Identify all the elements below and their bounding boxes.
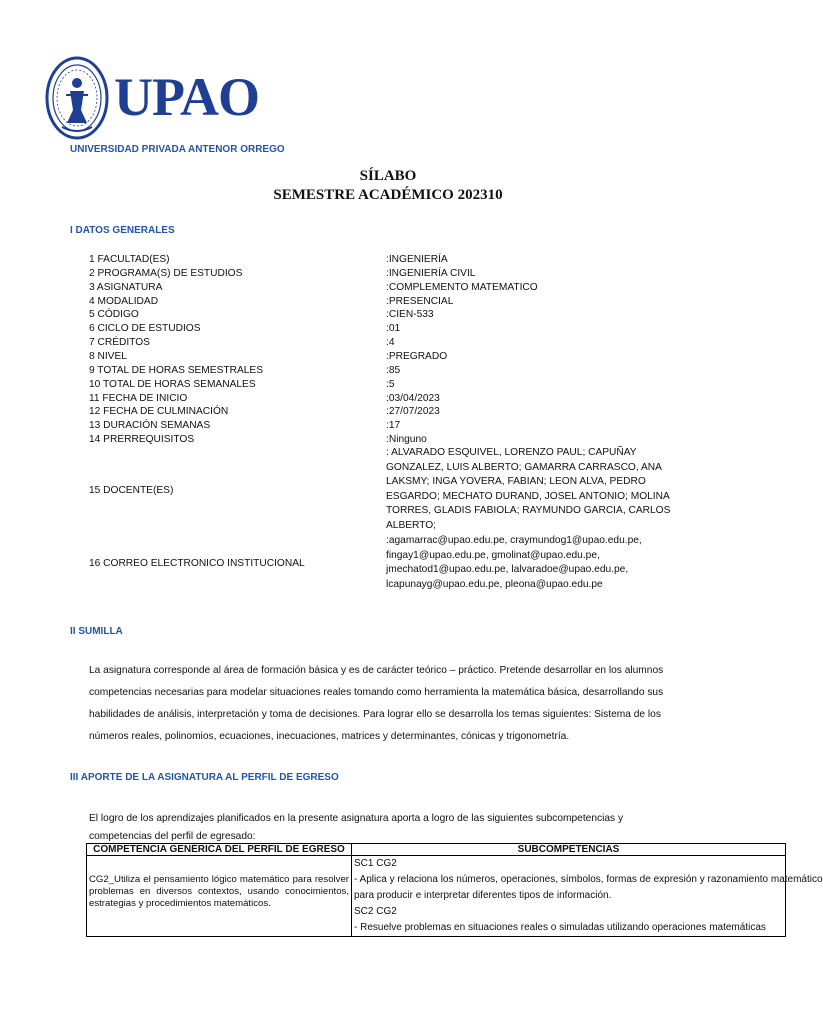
sumilla-paragraph xyxy=(89,660,789,748)
sumilla-line: La asignatura corresponde al área de formación básica y es de carácter teórico – práctico. Pretende desarrollar en los alumnos xyxy=(89,665,664,676)
docentes-line: ESGARDO; MECHATO DURAND, JOSEL ANTONIO; MOLINA xyxy=(386,490,670,502)
section-heading-sumilla: II SUMILLA xyxy=(70,626,123,637)
general-row-label: 9 TOTAL DE HORAS SEMESTRALES xyxy=(89,364,263,376)
general-row-value: :CIEN-533 xyxy=(386,309,434,321)
general-row-label: 6 CICLO DE ESTUDIOS xyxy=(89,323,201,335)
general-row-label: 13 DURACIÓN SEMANAS xyxy=(89,420,211,432)
general-row-value: :PRESENCIAL xyxy=(386,295,454,307)
logo-wordmark: UPAO xyxy=(114,67,259,127)
subcompetencia-line: - Resuelve problemas en situaciones reales o simuladas utilizando operaciones matemáticas xyxy=(354,922,766,933)
general-row-value: :INGENIERÍA xyxy=(386,254,448,265)
subcompetencia-line: para producir e interpretar diferentes tipos de información. xyxy=(354,890,612,901)
docentes-line: : ALVARADO ESQUIVEL, LORENZO PAUL; CAPUÑAY xyxy=(386,447,637,458)
docentes-line: LAKSMY; INGA YOVERA, FABIAN; LEON ALVA, PEDRO xyxy=(386,476,646,488)
docentes-line: GONZALEZ, LUIS ALBERTO; GAMARRA CARRASCO, ANA xyxy=(386,461,662,473)
subcompetencia-line: SC1 CG2 xyxy=(354,858,397,869)
aporte-intro-line: competencias del perfil de egresado: xyxy=(89,831,256,842)
general-row-value: :01 xyxy=(386,323,401,335)
general-row-value: :85 xyxy=(386,364,401,376)
general-row-label: 3 ASIGNATURA xyxy=(89,281,163,293)
docentes-line: ALBERTO; xyxy=(386,519,437,531)
general-row-label: 7 CRÉDITOS xyxy=(89,337,150,349)
general-row-label: 14 PRERREQUISITOS xyxy=(89,434,195,446)
sumilla-line: competencias necesarias para modelar situaciones reales tomando como herramienta la matemática básica, desarrollando sus xyxy=(89,687,664,698)
general-row-label: 11 FECHA DE INICIO xyxy=(89,392,188,404)
aporte-intro-line: El logro de los aprendizajes planificados en la presente asignatura aporta a logro de las siguientes subcompetencias y xyxy=(89,813,624,824)
general-row-value: :4 xyxy=(386,337,395,349)
document-subtitle: SEMESTRE ACADÉMICO 202310 xyxy=(273,187,503,203)
general-row-label: 2 PROGRAMA(S) DE ESTUDIOS xyxy=(89,267,243,279)
general-row-label: 12 FECHA DE CULMINACIÓN xyxy=(89,406,229,418)
university-name: UNIVERSIDAD PRIVADA ANTENOR ORREGO xyxy=(70,144,285,155)
correo-line: fingay1@upao.edu.pe, gmolinat@upao.edu.pe, xyxy=(386,549,600,561)
university-seal-icon xyxy=(44,55,110,141)
general-row-value: :INGENIERÍA CIVIL xyxy=(386,267,476,279)
docentes-value xyxy=(386,446,686,534)
section-heading-aporte: III APORTE DE LA ASIGNATURA AL PERFIL DE EGRESO xyxy=(70,772,339,783)
docentes-line: TORRES, GLADIS FABIOLA; RAYMUNDO GARCIA, CARLOS xyxy=(386,505,671,517)
correo-label: 16 CORREO ELECTRONICO INSTITUCIONAL xyxy=(89,558,305,569)
general-row-value: :Ninguno xyxy=(386,434,427,446)
header-competencia: COMPETENCIA GENÉRICA DEL PERFIL DE EGRESO xyxy=(87,844,352,856)
document-title: SÍLABO xyxy=(359,168,417,184)
general-row-value: :03/04/2023 xyxy=(386,392,440,404)
competencias-table xyxy=(86,843,823,937)
section-heading-datos-generales: I DATOS GENERALES xyxy=(70,225,175,236)
subcompetencias-cell xyxy=(352,856,823,937)
general-row-value: :17 xyxy=(386,420,401,432)
general-row-value: :5 xyxy=(386,378,395,390)
sumilla-line: habilidades de análisis, interpretación y toma de decisiones. Para lograr ello se desarrolla los temas siguientes: Sistema de los xyxy=(89,709,661,720)
general-row-label: 4 MODALIDAD xyxy=(89,295,159,307)
correo-line: jmechatod1@upao.edu.pe, lalvaradoe@upao.edu.pe, xyxy=(386,564,629,576)
general-row-value: :COMPLEMENTO MATEMATICO xyxy=(386,281,538,293)
general-row-label: 8 NIVEL xyxy=(89,350,127,362)
general-row-value: :27/07/2023 xyxy=(386,406,440,418)
general-row-value: :PREGRADO xyxy=(386,350,448,362)
docentes-label: 15 DOCENTE(ES) xyxy=(89,485,174,496)
upao-logo xyxy=(44,55,259,141)
correo-line: lcapunayg@upao.edu.pe, pleona@upao.edu.pe xyxy=(386,578,603,590)
sumilla-line: números reales, polinomios, ecuaciones, inecuaciones, matrices y determinantes, cónicas y trigonometría. xyxy=(89,731,570,742)
general-row-label: 10 TOTAL DE HORAS SEMANALES xyxy=(89,378,256,390)
subcompetencia-line: SC2 CG2 xyxy=(354,906,397,917)
general-row-label: 1 FACULTAD(ES) xyxy=(89,254,170,265)
table-header-row xyxy=(87,844,786,856)
subcompetencia-line: - Aplica y relaciona los números, operaciones, símbolos, formas de expresión y razonamiento matemático xyxy=(354,874,823,885)
competencia-cell: CG2_Utiliza el pensamiento lógico matemático para resolver problemas en diversos contextos, usando conocimientos, estrategias y procedimientos matemáticos. xyxy=(87,856,352,937)
correo-line: :agamarrac@upao.edu.pe, craymundog1@upao.edu.pe, xyxy=(386,535,642,546)
header-subcompetencias: SUBCOMPETENCIAS xyxy=(352,844,786,856)
table-row xyxy=(87,856,786,937)
correo-value xyxy=(386,534,686,592)
general-row-label: 5 CÓDIGO xyxy=(89,309,139,321)
aporte-intro xyxy=(89,808,789,848)
